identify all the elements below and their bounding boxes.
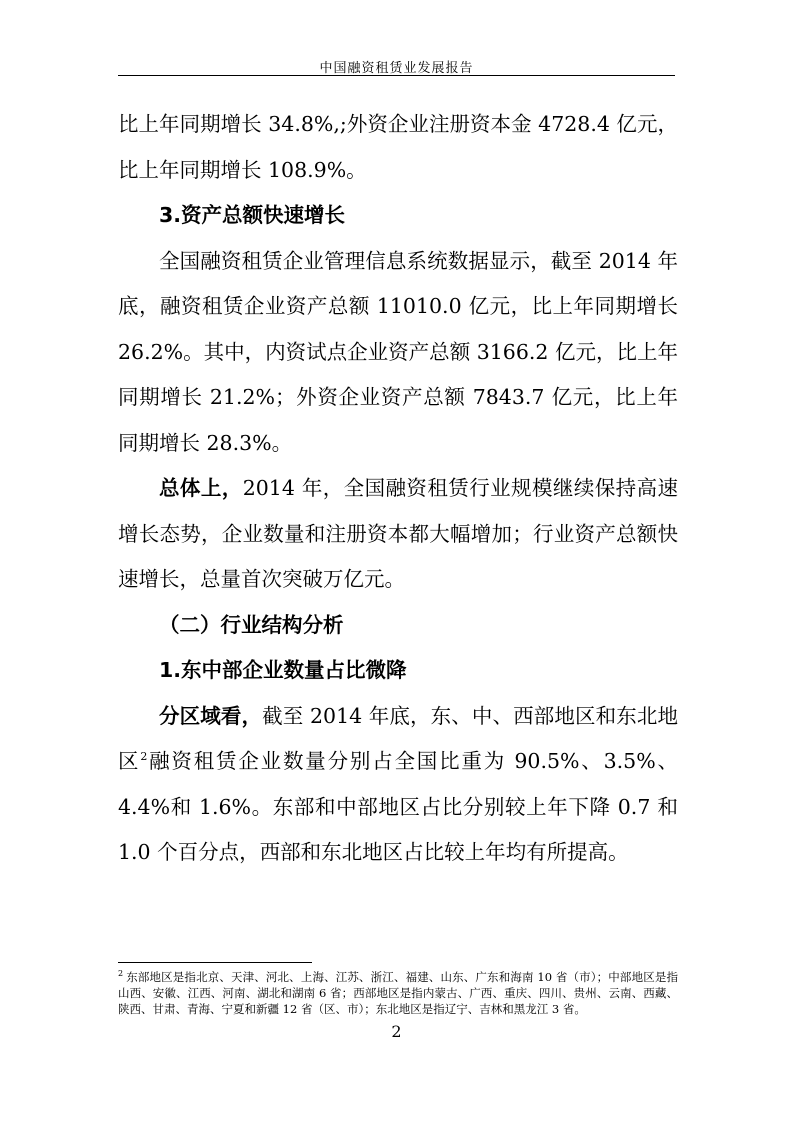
page-number: 2 [391, 1022, 402, 1041]
regional-lead: 分区域看， [159, 703, 263, 728]
regional-text-b: 融资租赁企业数量分别占全国比重为 90.5%、3.5%、4.4%和 1.6%。东部和中部地区占比分别较上年下降 0.7 和 1.0 个百分点，西部和东北地区占比较上年均有所提高。 [118, 749, 678, 864]
summary-lead: 总体上， [159, 476, 243, 500]
regional-text-a: 截至 2014 年底，东、中、西部地区和东北地区 [118, 703, 679, 773]
heading-east-central-share: 1.东中部企业数量占比微降 [159, 658, 407, 682]
paragraph-regional-share [118, 694, 678, 876]
heading-industry-structure: （二）行业结构分析 [159, 612, 344, 637]
footnote-reference[interactable]: 2 [140, 750, 148, 764]
page-body [118, 102, 678, 876]
footnote [118, 969, 678, 1017]
summary-text: 2014 年，全国融资租赁行业规模继续保持高速增长态势，企业数量和注册资本都大幅增加；行业资产总额快速增长，总量首次突破万亿元。 [118, 476, 679, 591]
paragraph-total-assets: 全国融资租赁企业管理信息系统数据显示，截至 2014 年底，融资租赁企业资产总额 11010.0 亿元，比上年同期增长 26.2%。其中，内资试点企业资产总额 3166.2 亿元，比上年同期增长 21.2%；外资企业资产总额 7843.7 亿元，比上年同期增长 28.3%。 [118, 248, 678, 455]
paragraph-foreign-capital: 比上年同期增长 34.8%,;外资企业注册资本金 4728.4 亿元，比上年同期增长 108.9%。 [118, 112, 678, 182]
header-rule [118, 75, 675, 76]
heading-asset-growth: 3.资产总额快速增长 [159, 203, 346, 227]
footnote-marker: 2 [118, 969, 124, 979]
paragraph-overall-summary [118, 466, 678, 603]
page-header-title: 中国融资租赁业发展报告 [319, 61, 474, 76]
footnote-text: 东部地区是指北京、天津、河北、上海、江苏、浙江、福建、山东、广东和海南 10 省（市）；中部地区是指山西、安徽、江西、河南、湖北和湖南 6 省；西部地区是指内蒙古、广西、重庆、四川、贵州、云南、西藏、陕西、甘肃、青海、宁夏和新疆 12 省（区、市）；东北地区是指辽宁、吉林和黑龙江 3 省。 [118, 970, 678, 1016]
footnote-rule [118, 962, 312, 963]
